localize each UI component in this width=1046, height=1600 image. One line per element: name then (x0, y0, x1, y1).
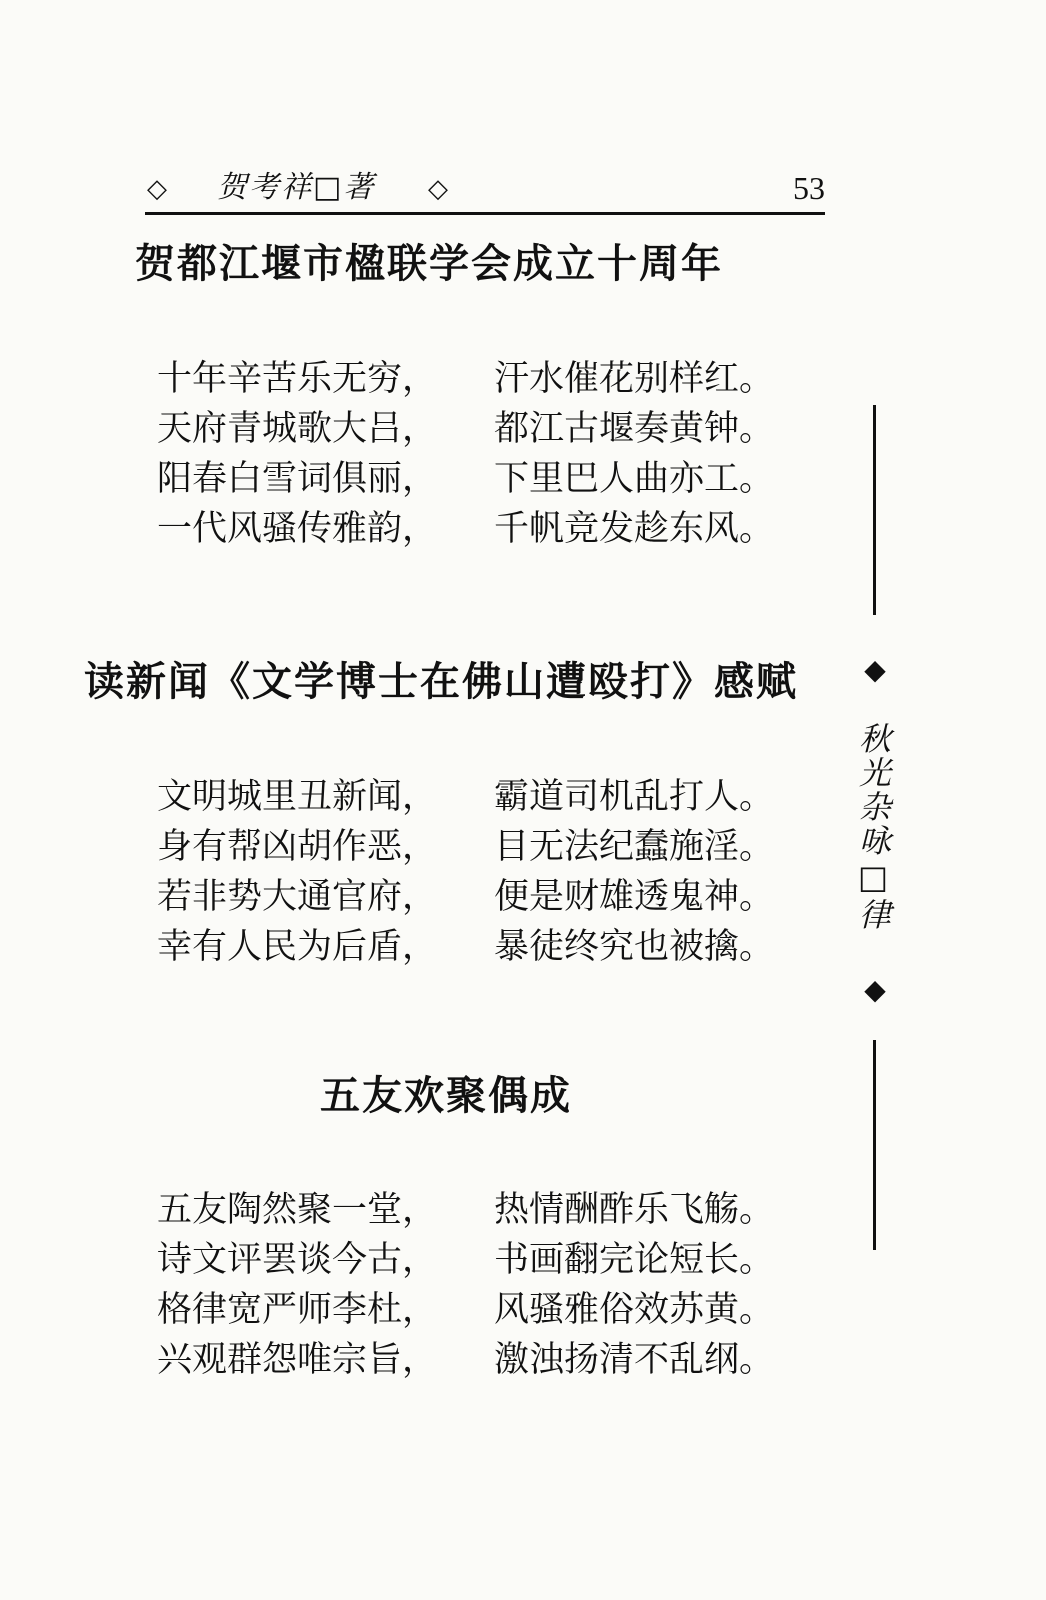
poem-body-2 (157, 773, 777, 973)
line-first-half: 诗文评罢谈今古， (157, 1240, 438, 1280)
page-number: 53 (793, 170, 825, 206)
poem-line (157, 1286, 777, 1336)
header-diamond-left: ◇ (147, 174, 167, 204)
poem-title-2: 读新闻《文学博士在佛山遭殴打》感赋 (84, 659, 798, 705)
poem-line (157, 923, 777, 973)
line-first-half: 一代风骚传雅韵， (157, 509, 438, 549)
side-rule-bottom (873, 1040, 876, 1250)
line-second-half: 热情酬酢乐飞觞。 (494, 1190, 775, 1230)
poem-line (157, 1186, 777, 1236)
line-second-half: 霸道司机乱打人。 (494, 777, 775, 817)
line-second-half: 汗水催花别样红。 (494, 359, 775, 399)
poem-title-1: 贺都江堰市楹联学会成立十周年 (135, 241, 723, 287)
line-second-half: 激浊扬清不乱纲。 (494, 1340, 775, 1380)
line-second-half: 便是财雄透鬼神。 (494, 877, 775, 917)
line-first-half: 十年辛苦乐无穷， (157, 359, 438, 399)
poem-line (157, 1236, 777, 1286)
line-second-half: 书画翻完论短长。 (494, 1240, 775, 1280)
poem-line (157, 1336, 777, 1386)
line-first-half: 幸有人民为后盾， (157, 927, 438, 967)
line-second-half: 暴徒终究也被擒。 (494, 927, 775, 967)
line-first-half: 若非势大通官府， (157, 877, 438, 917)
line-first-half: 天府青城歌大吕， (157, 409, 438, 449)
line-first-half: 文明城里丑新闻， (157, 777, 438, 817)
line-second-half: 风骚雅俗效苏黄。 (494, 1290, 775, 1330)
line-first-half: 格律宽严师李杜， (157, 1290, 438, 1330)
side-section-label: 秋光杂咏□律 (854, 722, 892, 932)
side-diamond-bottom: ◆ (864, 973, 886, 1006)
poem-line (157, 455, 777, 505)
line-first-half: 身有帮凶胡作恶， (157, 827, 438, 867)
poem-line (157, 505, 777, 555)
line-second-half: 目无法纪蠢施淫。 (494, 827, 775, 867)
line-second-half: 千帆竞发趁东风。 (494, 509, 775, 549)
header-author: 贺考祥□著 (217, 170, 376, 205)
poem-line (157, 873, 777, 923)
poem-title-3: 五友欢聚偶成 (320, 1073, 572, 1119)
running-header (145, 168, 825, 215)
line-second-half: 都江古堰奏黄钟。 (494, 409, 775, 449)
poem-line (157, 823, 777, 873)
line-first-half: 五友陶然聚一堂， (157, 1190, 438, 1230)
line-first-half: 兴观群怨唯宗旨， (157, 1340, 438, 1380)
side-rule-top (873, 405, 876, 615)
header-diamond-right: ◇ (428, 174, 448, 204)
poem-body-3 (157, 1186, 777, 1386)
side-diamond-top: ◆ (864, 653, 886, 686)
poem-body-1 (157, 355, 777, 555)
poem-line (157, 773, 777, 823)
line-second-half: 下里巴人曲亦工。 (494, 459, 775, 499)
poem-line (157, 405, 777, 455)
poem-line (157, 355, 777, 405)
line-first-half: 阳春白雪词俱丽， (157, 459, 438, 499)
